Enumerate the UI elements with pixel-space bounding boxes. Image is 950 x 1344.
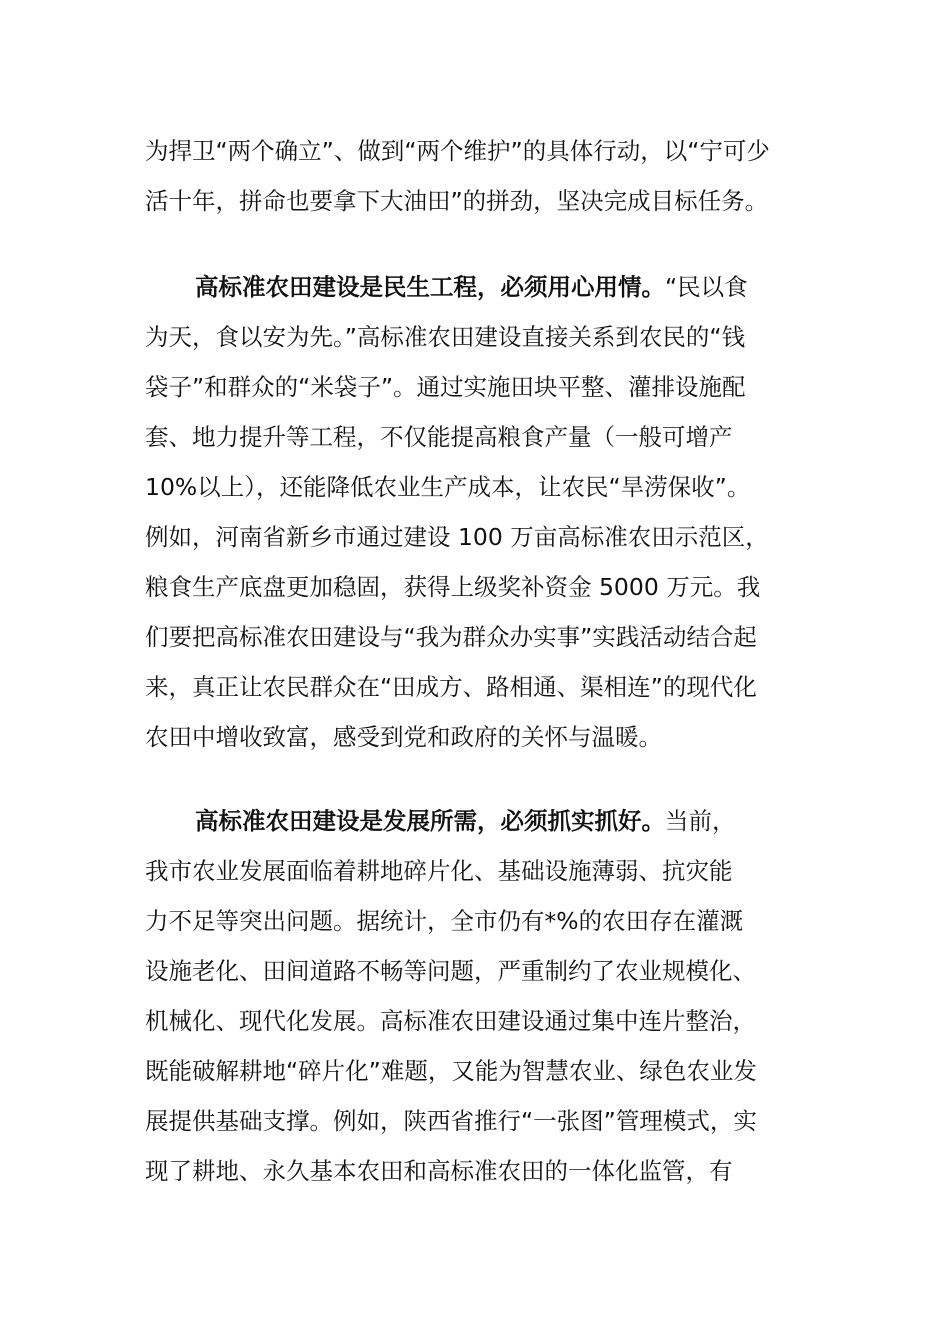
text-line: 10%以上），还能降低农业生产成本，让农民“旱涝保收”。 (145, 473, 751, 501)
text-line: 活十年，拼命也要拿下大油田”的拼劲，坚决完成目标任务。 (145, 187, 769, 215)
text-line: 为捍卫“两个确立”、做到“两个维护”的具体行动，以“宁可少 (145, 137, 770, 165)
text-line: 粮食生产底盘更加稳固，获得上级奖补资金 5000 万元。我 (145, 573, 761, 601)
text-line: 机械化、现代化发展。高标准农田建设通过集中连片整治， (145, 1007, 756, 1035)
text-line: 现了耕地、永久基本农田和高标准农田的一体化监管，有 (145, 1157, 733, 1185)
text-line: 既能破解耕地“碎片化”难题，又能为智慧农业、绿色农业发 (145, 1057, 757, 1085)
text-line: 套、地力提升等工程，不仅能提高粮食产量（一般可增产 (145, 423, 733, 451)
paragraph-first-line (145, 262, 810, 312)
text-line: 我市农业发展面临着耕地碎片化、基础设施薄弱、抗灾能 (145, 857, 733, 885)
paragraph-heading: 高标准农田建设是发展所需，必须抓实抓好。 (195, 807, 665, 835)
first-line-text: “民以食 (665, 273, 748, 301)
paragraph-heading: 高标准农田建设是民生工程，必须用心用情。 (195, 273, 665, 301)
paragraph-development (145, 796, 810, 1196)
text-line: 设施老化、田间道路不畅等问题，严重制约了农业规模化、 (145, 957, 756, 985)
paragraph-continuation (145, 126, 810, 226)
text-line: 展提供基础支撑。例如，陕西省推行“一张图”管理模式，实 (145, 1107, 757, 1135)
text-line: 农田中增收致富，感受到党和政府的关怀与温暖。 (145, 723, 662, 751)
text-line: 们要把高标准农田建设与“我为群众办实事”实践活动结合起 (145, 623, 757, 651)
text-line: 来，真正让农民群众在“田成方、路相通、渠相连”的现代化 (145, 673, 757, 701)
text-line: 例如，河南省新乡市通过建设 100 万亩高标准农田示范区， (145, 523, 769, 551)
paragraph-livelihood (145, 262, 810, 762)
text-line: 力不足等突出问题。据统计，全市仍有*%的农田存在灌溉 (145, 907, 744, 935)
paragraph-first-line (145, 796, 810, 846)
text-line: 袋子”和群众的“米袋子”。通过实施田块平整、灌排设施配 (145, 373, 746, 401)
first-line-text: 当前， (665, 807, 736, 835)
text-line: 为天，食以安为先。”高标准农田建设直接关系到农民的“钱 (145, 323, 746, 351)
